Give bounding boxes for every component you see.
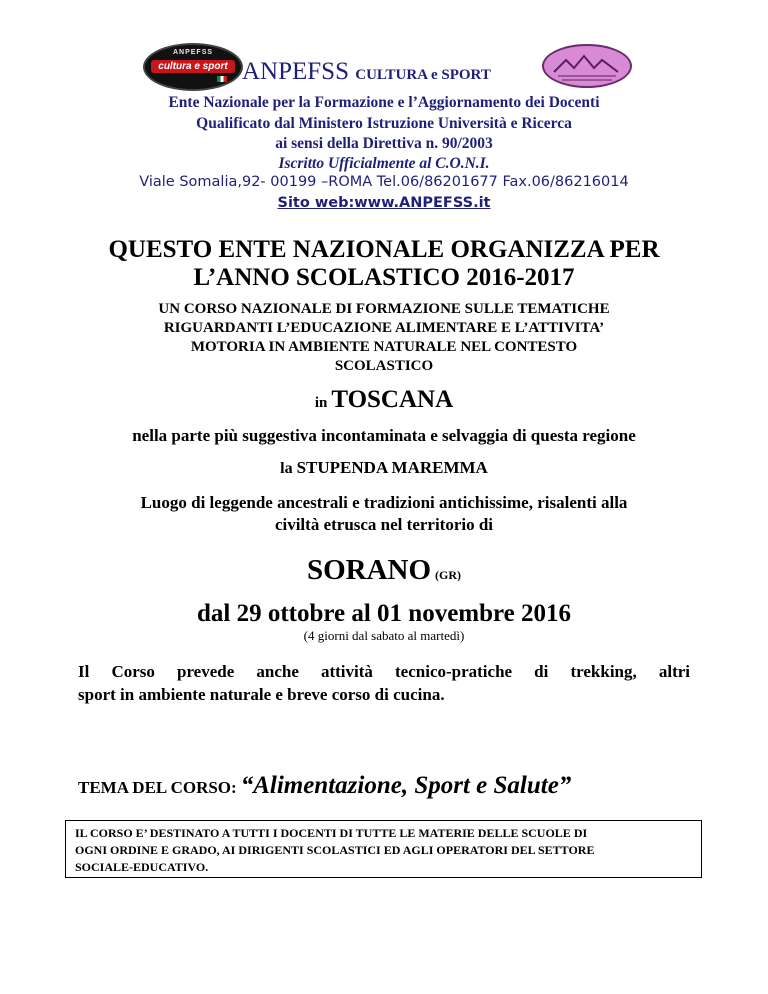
theme-label: TEMA DEL CORSO:	[78, 778, 237, 797]
logo-banner-text: cultura e sport	[151, 60, 235, 73]
region-description: nella parte più suggestiva incontaminata e selvaggia di questa regione	[132, 426, 636, 445]
area-name: STUPENDA MAREMMA	[296, 458, 488, 477]
legend-line-2: civiltà etrusca nel territorio di	[274, 515, 494, 534]
website-link[interactable]: Sito web:www.ANPEFSS.it	[277, 195, 491, 211]
area-prefix: la	[280, 460, 293, 477]
activities-line-1: Il Corso prevede anche attività tecnico-pratiche di trekking, altri	[78, 662, 690, 681]
association-emblem-logo	[542, 44, 632, 88]
course-theme	[78, 772, 571, 800]
town-name: SORANO	[306, 554, 432, 586]
organization-tagline: CULTURA e SPORT	[355, 67, 491, 83]
audience-notice-box	[65, 820, 702, 878]
audience-line-3: SOCIALE-EDUCATIVO.	[75, 860, 209, 874]
header-line-3: ai sensi della Direttiva n. 90/2003	[275, 135, 493, 152]
header-line-1: Ente Nazionale per la Formazione e l’Aggiornamento dei Docenti	[168, 94, 600, 111]
province-code: (GR)	[435, 568, 462, 582]
course-line-1: UN CORSO NAZIONALE DI FORMAZIONE SULLE TEMATICHE	[158, 301, 610, 317]
course-line-4: SCOLASTICO	[334, 358, 434, 374]
header-line-4: Iscritto Ufficialmente al C.O.N.I.	[278, 155, 490, 172]
course-dates: dal 29 ottobre al 01 novembre 2016	[196, 600, 572, 627]
logo-ring-text: ANPEFSS	[172, 49, 214, 56]
legend-line-1: Luogo di leggende ancestrali e tradizioni antichissime, risalenti alla	[140, 493, 628, 512]
italian-flag-icon	[217, 76, 227, 82]
area-heading	[0, 458, 768, 478]
region-heading	[0, 386, 768, 414]
town-heading	[0, 554, 768, 587]
audience-line-2: OGNI ORDINE E GRADO, AI DIRIGENTI SCOLASTICI ED AGLI OPERATORI DEL SETTORE	[75, 843, 595, 857]
days-note: (4 giorni dal sabato al martedì)	[303, 628, 465, 643]
header-address: Viale Somalia,92- 00199 –ROMA Tel.06/86201677 Fax.06/86216014	[139, 174, 629, 190]
activities-line-2: sport in ambiente naturale e breve corso di cucina.	[78, 685, 445, 704]
organization-name: ANPEFSS	[242, 58, 349, 85]
region-name: TOSCANA	[331, 386, 454, 413]
course-line-3: MOTORIA IN AMBIENTE NATURALE NEL CONTESTO	[190, 339, 578, 355]
organization-title	[242, 58, 491, 86]
region-in-word: in	[314, 395, 328, 411]
main-title-line-1: QUESTO ENTE NAZIONALE ORGANIZZA PER	[108, 236, 660, 263]
course-line-2: RIGUARDANTI L’EDUCAZIONE ALIMENTARE E L’ATTIVITA’	[163, 320, 605, 336]
header-line-2: Qualificato dal Ministero Istruzione Università e Ricerca	[196, 115, 572, 132]
main-title-line-2: L’ANNO SCOLASTICO 2016-2017	[193, 264, 575, 291]
anpefss-cultura-sport-logo	[143, 43, 243, 91]
audience-line-1: IL CORSO E’ DESTINATO A TUTTI I DOCENTI DI TUTTE LE MATERIE DELLE SCUOLE DI	[75, 826, 588, 840]
theme-value: “Alimentazione, Sport e Salute”	[240, 772, 572, 799]
mountain-emblem-icon	[544, 46, 630, 86]
